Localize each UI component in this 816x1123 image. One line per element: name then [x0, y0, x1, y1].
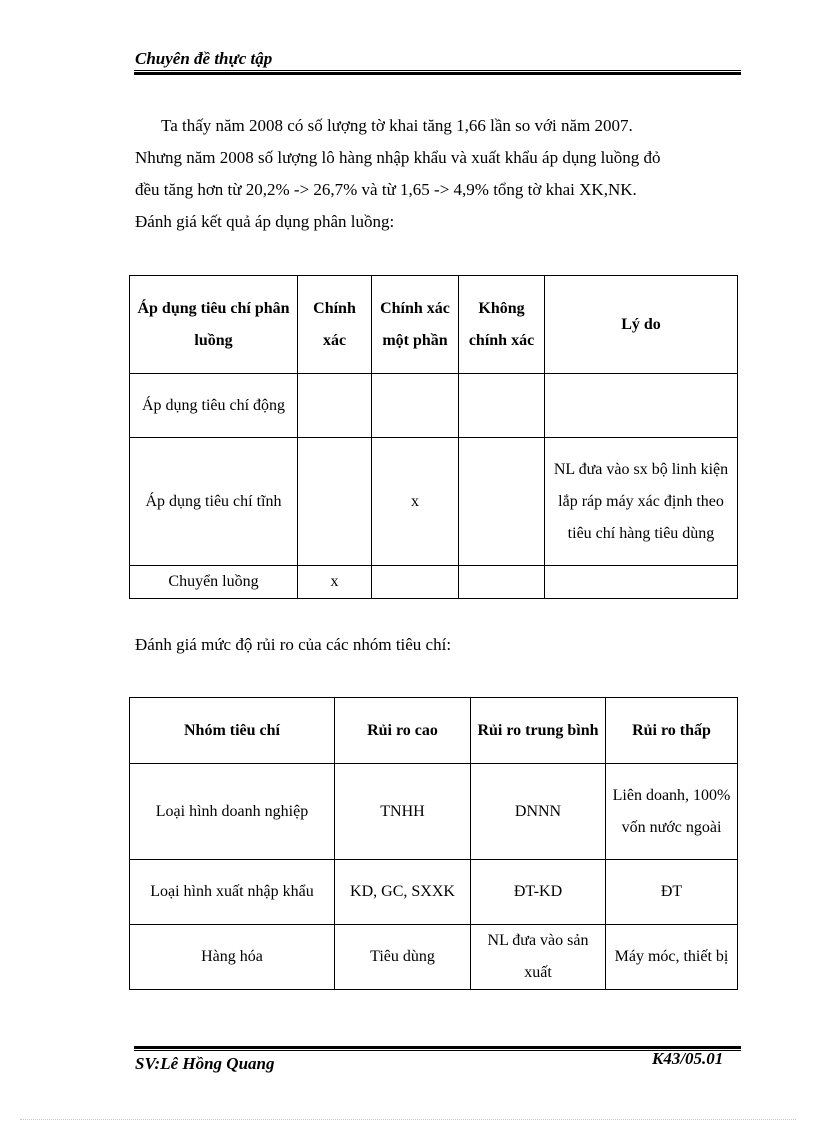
table-cell — [372, 374, 459, 438]
table-row — [130, 925, 738, 990]
intro-line-2: Nhưng năm 2008 số lượng lô hàng nhập khẩu và xuất khẩu áp dụng luồng đỏ — [135, 148, 661, 167]
page-edge-dots — [20, 1119, 796, 1120]
table-cell: TNHH — [335, 764, 471, 860]
footer-student: SV:Lê Hồng Quang — [135, 1054, 275, 1073]
table-cell: NL đưa vào sx bộ linh kiện lắp ráp máy xác định theo tiêu chí hàng tiêu dùng — [545, 438, 738, 566]
table-cell: Tiêu dùng — [335, 925, 471, 990]
table-cell: Liên doanh, 100% vốn nước ngoài — [606, 764, 738, 860]
table-cell — [545, 566, 738, 599]
footer-rule-thick — [134, 1046, 741, 1049]
table-header-cell: Rủi ro trung bình — [471, 698, 606, 764]
table-header-cell: Nhóm tiêu chí — [130, 698, 335, 764]
header-rule-thick — [134, 72, 741, 75]
table-cell — [545, 374, 738, 438]
table-cell — [298, 374, 372, 438]
intro-line-1: Ta thấy năm 2008 có số lượng tờ khai tăng 1,66 lần so với năm 2007. — [161, 116, 633, 135]
table-cell: ĐT-KD — [471, 860, 606, 925]
table-cell — [372, 566, 459, 599]
table-cell — [459, 438, 545, 566]
intro-line-3: đều tăng hơn từ 20,2% -> 26,7% và từ 1,65 -> 4,9% tổng tờ khai XK,NK. — [135, 180, 637, 199]
table-cell: DNNN — [471, 764, 606, 860]
table-cell: x — [372, 438, 459, 566]
risk-table — [129, 697, 738, 990]
table-cell: Áp dụng tiêu chí động — [130, 374, 298, 438]
table-cell: KD, GC, SXXK — [335, 860, 471, 925]
table-header-cell: Chính xác một phần — [372, 276, 459, 374]
table-cell — [459, 374, 545, 438]
table-cell: Máy móc, thiết bị — [606, 925, 738, 990]
table-cell: Hàng hóa — [130, 925, 335, 990]
table-cell: Loại hình doanh nghiệp — [130, 764, 335, 860]
table-cell: Chuyển luồng — [130, 566, 298, 599]
table-cell — [298, 438, 372, 566]
table-header-row — [130, 698, 738, 764]
section-2-title: Đánh giá mức độ rủi ro của các nhóm tiêu chí: — [135, 635, 452, 654]
table-header-row — [130, 276, 738, 374]
table-header-cell: Rủi ro thấp — [606, 698, 738, 764]
table-header-cell: Áp dụng tiêu chí phân luồng — [130, 276, 298, 374]
table-cell: NL đưa vào sản xuất — [471, 925, 606, 990]
table-header-cell: Không chính xác — [459, 276, 545, 374]
table-row — [130, 764, 738, 860]
table-row — [130, 438, 738, 566]
table-header-cell: Lý do — [545, 276, 738, 374]
table-row — [130, 566, 738, 599]
classification-table — [129, 275, 738, 599]
footer-rule-thin — [134, 1050, 741, 1051]
table-cell: ĐT — [606, 860, 738, 925]
table-cell: Loại hình xuất nhập khẩu — [130, 860, 335, 925]
header-rule-thin — [134, 70, 741, 71]
table-header-cell: Rủi ro cao — [335, 698, 471, 764]
intro-paragraph — [135, 110, 745, 238]
footer-class: K43/05.01 — [652, 1049, 724, 1068]
table-row — [130, 374, 738, 438]
table-row — [130, 860, 738, 925]
table-cell: Áp dụng tiêu chí tĩnh — [130, 438, 298, 566]
header-title: Chuyên đề thực tập — [135, 49, 273, 68]
table-cell — [459, 566, 545, 599]
table-cell: x — [298, 566, 372, 599]
table-header-cell: Chính xác — [298, 276, 372, 374]
intro-line-4: Đánh giá kết quả áp dụng phân luồng: — [135, 212, 395, 231]
